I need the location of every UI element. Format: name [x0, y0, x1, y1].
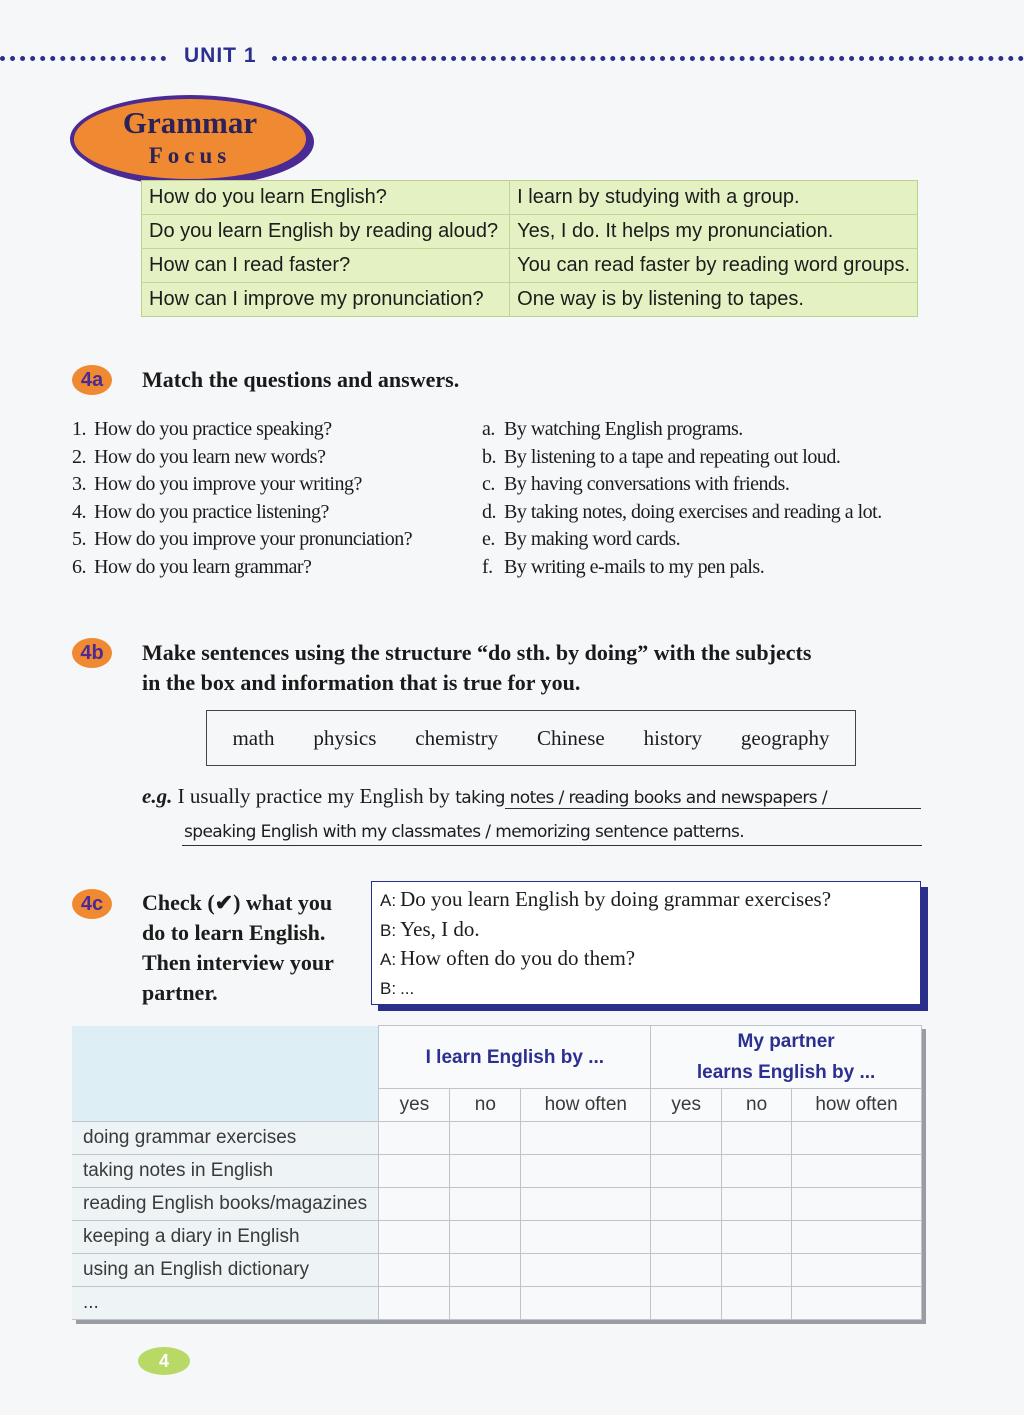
grammar-focus-title: Grammar [122, 105, 258, 140]
dialog-box [371, 881, 921, 1005]
survey-cell[interactable] [792, 1221, 922, 1254]
list-item: e. By making word cards. [482, 528, 681, 550]
unit-title: UNIT 1 [184, 44, 257, 67]
survey-cell[interactable] [792, 1122, 922, 1155]
subject-word: geography [740, 725, 830, 750]
table-row [72, 1155, 922, 1188]
grammar-focus-badge [70, 95, 310, 183]
survey-header-partner: My partner learns English by ... [651, 1026, 922, 1089]
header-dots-left [0, 56, 166, 61]
survey-cell[interactable] [521, 1188, 651, 1221]
dialog-line: A: How often do you do them? [380, 946, 636, 970]
survey-header-blank [72, 1026, 379, 1122]
speaker-label: B: [380, 920, 397, 940]
page-number: 4 [138, 1347, 190, 1375]
grammar-question: How can I improve my pronunciation? [142, 283, 510, 317]
survey-cell[interactable] [379, 1155, 450, 1188]
survey-cell[interactable] [651, 1254, 722, 1287]
survey-subheader: no [722, 1089, 792, 1122]
list-item: d. By taking notes, doing exercises and reading a lot. [482, 500, 882, 523]
exercise-4b-instruction: Make sentences using the structure “do sth. by doing” with the subjects in the box and information that is true for you. [142, 640, 812, 695]
answer-underline-1 [505, 808, 921, 809]
table-row [72, 1254, 922, 1287]
survey-row-label: reading English books/magazines [72, 1188, 379, 1221]
table-row [72, 1287, 922, 1320]
grammar-row [142, 249, 918, 283]
grammar-question: How can I read faster? [142, 249, 510, 283]
survey-row-label: using an English dictionary [72, 1254, 379, 1287]
survey-subheader: yes [651, 1089, 722, 1122]
list-item: 5. How do you improve your pronunciation? [72, 528, 413, 550]
exercise-4a-answers [482, 416, 882, 581]
survey-header-self: I learn English by ... [379, 1026, 651, 1089]
survey-subheader: how often [792, 1089, 922, 1122]
speaker-label: A: [380, 950, 397, 969]
survey-cell[interactable] [792, 1155, 922, 1188]
table-row [72, 1122, 922, 1155]
survey-cell[interactable] [722, 1254, 792, 1287]
grammar-row [142, 215, 918, 249]
subject-word: history [643, 725, 702, 750]
survey-cell[interactable] [379, 1287, 450, 1320]
survey-cell[interactable] [521, 1221, 651, 1254]
survey-cell[interactable] [521, 1287, 651, 1320]
list-item: c. By having conversations with friends. [482, 473, 790, 495]
survey-cell[interactable] [722, 1155, 792, 1188]
subject-word: chemistry [415, 725, 499, 750]
survey-subheader: no [450, 1089, 521, 1122]
list-item: a. By watching English programs. [482, 418, 743, 440]
grammar-answer: I learn by studying with a group. [510, 181, 918, 215]
survey-row-label: taking notes in English [72, 1155, 379, 1188]
example-sentence [142, 784, 827, 809]
survey-cell[interactable] [651, 1188, 722, 1221]
survey-cell[interactable] [722, 1188, 792, 1221]
survey-cell[interactable] [651, 1155, 722, 1188]
grammar-question: Do you learn English by reading aloud? [142, 215, 510, 249]
grammar-question: How do you learn English? [142, 181, 510, 215]
survey-cell[interactable] [722, 1287, 792, 1320]
survey-cell[interactable] [379, 1254, 450, 1287]
survey-cell[interactable] [722, 1221, 792, 1254]
list-item: 6. How do you learn grammar? [72, 555, 312, 578]
exercise-4c-badge: 4c [72, 889, 112, 919]
survey-cell[interactable] [651, 1122, 722, 1155]
grammar-row [142, 283, 918, 317]
survey-cell[interactable] [521, 1155, 651, 1188]
survey-cell[interactable] [792, 1287, 922, 1320]
subject-word: Chinese [537, 725, 605, 750]
header-dots-right [272, 56, 1024, 61]
grammar-answer: You can read faster by reading word groups. [510, 249, 918, 283]
example-answer-line-1: taking notes / reading books and newspapers / [455, 788, 827, 808]
exercise-4a-instruction: Match the questions and answers. [142, 367, 460, 392]
table-row [72, 1188, 922, 1221]
survey-cell[interactable] [450, 1122, 521, 1155]
survey-cell[interactable] [379, 1188, 450, 1221]
grammar-row [142, 181, 918, 215]
speaker-label: A: [380, 891, 397, 910]
exercise-4a-badge: 4a [72, 365, 112, 395]
survey-cell[interactable] [450, 1221, 521, 1254]
survey-row-label: ... [72, 1287, 379, 1320]
list-item: b. By listening to a tape and repeating out loud. [482, 445, 841, 468]
survey-cell[interactable] [450, 1254, 521, 1287]
grammar-focus-table [141, 180, 918, 317]
subjects-box [206, 710, 856, 766]
survey-cell[interactable] [379, 1221, 450, 1254]
list-item: 2. How do you learn new words? [72, 445, 326, 468]
grammar-focus-subtitle: Focus [148, 143, 232, 168]
answer-underline-2 [182, 845, 922, 846]
subject-word: math [232, 725, 275, 750]
survey-row-label: keeping a diary in English [72, 1221, 379, 1254]
dialog-line: B: ... [380, 978, 415, 998]
subject-word: physics [313, 725, 377, 750]
list-item: 3. How do you improve your writing? [72, 473, 362, 495]
list-item: 4. How do you practice listening? [72, 500, 329, 523]
survey-cell[interactable] [450, 1287, 521, 1320]
survey-cell[interactable] [450, 1188, 521, 1221]
exercise-4a-questions [72, 416, 412, 581]
survey-subheader: yes [379, 1089, 450, 1122]
survey-cell[interactable] [379, 1122, 450, 1155]
table-row [72, 1221, 922, 1254]
exercise-4b-badge: 4b [72, 638, 112, 668]
grammar-answer: One way is by listening to tapes. [517, 288, 804, 310]
survey-cell[interactable] [521, 1254, 651, 1287]
example-answer-line-2: speaking English with my classmates / memorizing sentence patterns. [184, 822, 745, 842]
grammar-answer: Yes, I do. It helps my pronunciation. [510, 215, 918, 249]
survey-subheader: how often [521, 1089, 651, 1122]
example-text: I usually practice my English by [177, 784, 450, 808]
survey-cell[interactable] [651, 1221, 722, 1254]
survey-row-label: doing grammar exercises [72, 1122, 379, 1155]
survey-table [72, 1025, 922, 1320]
survey-cell[interactable] [792, 1188, 922, 1221]
speaker-label: B: [380, 978, 397, 998]
dialog-line: A: Do you learn English by doing grammar exercises? [380, 887, 832, 911]
list-item: f. By writing e-mails to my pen pals. [482, 555, 765, 578]
example-label: e.g. [142, 784, 173, 808]
survey-cell[interactable] [651, 1287, 722, 1320]
survey-cell[interactable] [722, 1122, 792, 1155]
survey-cell[interactable] [792, 1254, 922, 1287]
list-item: 1. How do you practice speaking? [72, 418, 332, 440]
dialog-line: B: Yes, I do. [380, 916, 480, 941]
survey-cell[interactable] [521, 1122, 651, 1155]
exercise-4c-instruction: Check (✔) what you do to learn English. Then interview your partner. [142, 890, 334, 1005]
survey-cell[interactable] [450, 1155, 521, 1188]
